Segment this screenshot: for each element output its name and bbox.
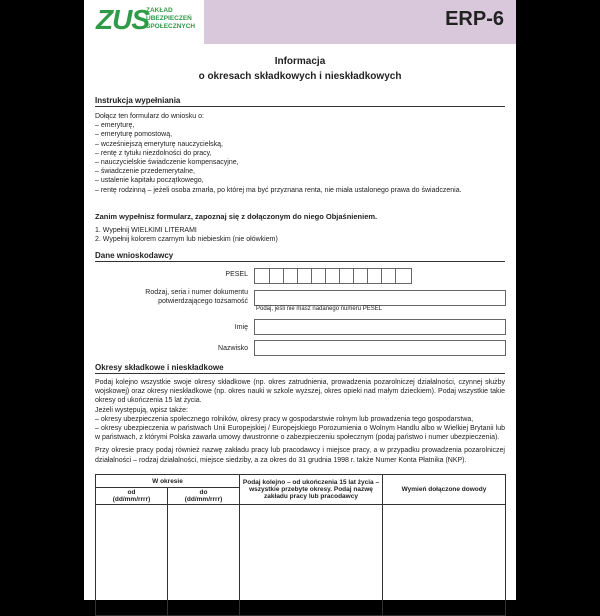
pesel-digit-cell[interactable] (269, 269, 284, 283)
periods-paragraph: Podaj kolejno wszystkie swoje okresy składkowe (np. okres zatrudnienia, prowadzenia pozarolniczej działalności, czynnej służby wojskowej) oraz okresy nieskładkowe (np. okres nauki w szkole wyższej, okres opieki nad małym dzieckiem). Podaj wszystkie takie okresy od ukończenia 15 lat życia. (95, 379, 505, 405)
pesel-digit-cell[interactable] (255, 269, 270, 283)
instructions-heading: Instrukcja wypełniania (95, 96, 505, 107)
list-item: – świadczenie przedemerytalne, (95, 167, 505, 176)
pesel-digit-cell[interactable] (297, 269, 312, 283)
list-item: – okresy ubezpieczenia społecznego rolników, okresy pracy w gospodarstwie rolnym lub prowadzenia tego gospodarstwa, (95, 415, 505, 424)
col-from-label: od (127, 489, 136, 496)
list-item: – okresy ubezpieczenia w państwach Unii Europejskiej / Europejskiego Porozumienia o Wolnym Handlu albo w Wielkiej Brytanii lub w państwach, z którymi Polska zawarła umowy dwustronne o zabezpieczeniu społecznym (podaj państwo i numer ubezpieczenia). (95, 424, 505, 442)
form-page (84, 0, 516, 600)
logo-line: ZAKŁAD (146, 7, 173, 14)
list-item: – rentę z tytułu niezdolności do pracy, (95, 149, 505, 158)
col-employer-header: Podaj kolejno – od ukończenia 15 lat życia – wszystkie przebyte okresy. Podaj nazwę zakładu pracy lub pracodawcy (240, 475, 383, 505)
periods-text (95, 378, 505, 465)
periods-table (95, 474, 506, 616)
title-line-2: o okresach składkowych i nieskładkowych (198, 71, 402, 82)
pesel-digit-cell[interactable] (381, 269, 396, 283)
date-format-label: (dd/mm/rrrr) (112, 496, 151, 503)
document-label-line: Rodzaj, seria i numer dokumentu (145, 289, 248, 296)
form-code: ERP-6 (445, 8, 504, 30)
employer-cell[interactable] (240, 505, 383, 616)
col-to-header (168, 488, 240, 505)
list-item: – rentę rodzinną – jeżeli osoba zmarła, po której ma być przyznana renta, nie miała ustalonego prawa do świadczenia. (95, 186, 505, 195)
col-documents-header: Wymień dołączone dowody (383, 475, 506, 505)
document-label (88, 288, 248, 306)
list-item: – emeryturę, (95, 121, 505, 130)
pesel-digit-cell[interactable] (339, 269, 354, 283)
last-name-input[interactable] (254, 340, 506, 356)
logo-mark: ZUS (96, 4, 149, 35)
applicant-heading: Dane wnioskodawcy (95, 251, 505, 262)
list-item: – wcześniejszą emeryturę nauczycielską, (95, 140, 505, 149)
col-period-header: W okresie (96, 475, 240, 488)
list-item: – ustalenie kapitału początkowego, (95, 176, 505, 185)
periods-paragraph: Jeżeli występują, wpisz także: (95, 406, 188, 414)
zus-logo (84, 0, 204, 44)
date-format-label: (dd/mm/rrrr) (184, 496, 223, 503)
logo-caption (146, 7, 195, 31)
pesel-input[interactable] (254, 268, 412, 284)
instructions-intro: Dołącz ten formularz do wniosku o: (95, 113, 204, 120)
document-label-line: potwierdzającego tożsamość (158, 298, 248, 305)
periods-list (95, 415, 505, 443)
instructions-block (95, 112, 505, 195)
pesel-digit-cell[interactable] (283, 269, 298, 283)
instructions-note: Zanim wypełnisz formularz, zapoznaj się z dołączonym do niego Objaśnieniem. (95, 212, 378, 221)
document-input[interactable] (254, 290, 506, 306)
instructions-steps (95, 226, 505, 244)
logo-line: SPOŁECZNYCH (146, 23, 196, 30)
list-item: – nauczycielskie świadczenie kompensacyjne, (95, 158, 505, 167)
page-title (84, 54, 516, 84)
table-row (96, 505, 506, 616)
from-date-cell[interactable] (96, 505, 168, 616)
to-date-cell[interactable] (168, 505, 240, 616)
col-to-label: do (199, 489, 208, 496)
pesel-digit-cell[interactable] (311, 269, 326, 283)
col-from-header (96, 488, 168, 505)
title-line-1: Informacja (274, 56, 326, 67)
document-hint: Podaj, jeśli nie masz nadanego numeru PESEL (256, 306, 383, 312)
periods-paragraph: Przy okresie pracy podaj również nazwę zakładu pracy lub pracodawcy i miejsce pracy, a w przypadku prowadzenia pozarolniczej działalności – rodzaj działalności, miejsce siedziby, a za okres do 31 grudnia 1998 r. także Numer Konta Płatnika (NKP). (95, 447, 505, 464)
documents-cell[interactable] (383, 505, 506, 616)
instructions-list (95, 121, 505, 195)
periods-heading: Okresy składkowe i nieskładkowe (95, 363, 505, 374)
pesel-digit-cell[interactable] (325, 269, 340, 283)
list-item: – emeryturę pomostową, (95, 130, 505, 139)
form-header (84, 0, 516, 44)
table-header-row (96, 475, 506, 488)
pesel-label: PESEL (225, 271, 248, 278)
first-name-label: Imię (234, 324, 248, 331)
first-name-input[interactable] (254, 319, 506, 335)
pesel-digit-cell[interactable] (353, 269, 368, 283)
pesel-digit-cell[interactable] (367, 269, 382, 283)
logo-line: UBEZPIECZEŃ (146, 15, 192, 22)
step-item: 1. Wypełnij WIELKIMI LITERAMI (95, 227, 197, 234)
last-name-label: Nazwisko (218, 345, 248, 352)
step-item: 2. Wypełnij kolorem czarnym lub niebieskim (nie ołówkiem) (95, 236, 278, 244)
